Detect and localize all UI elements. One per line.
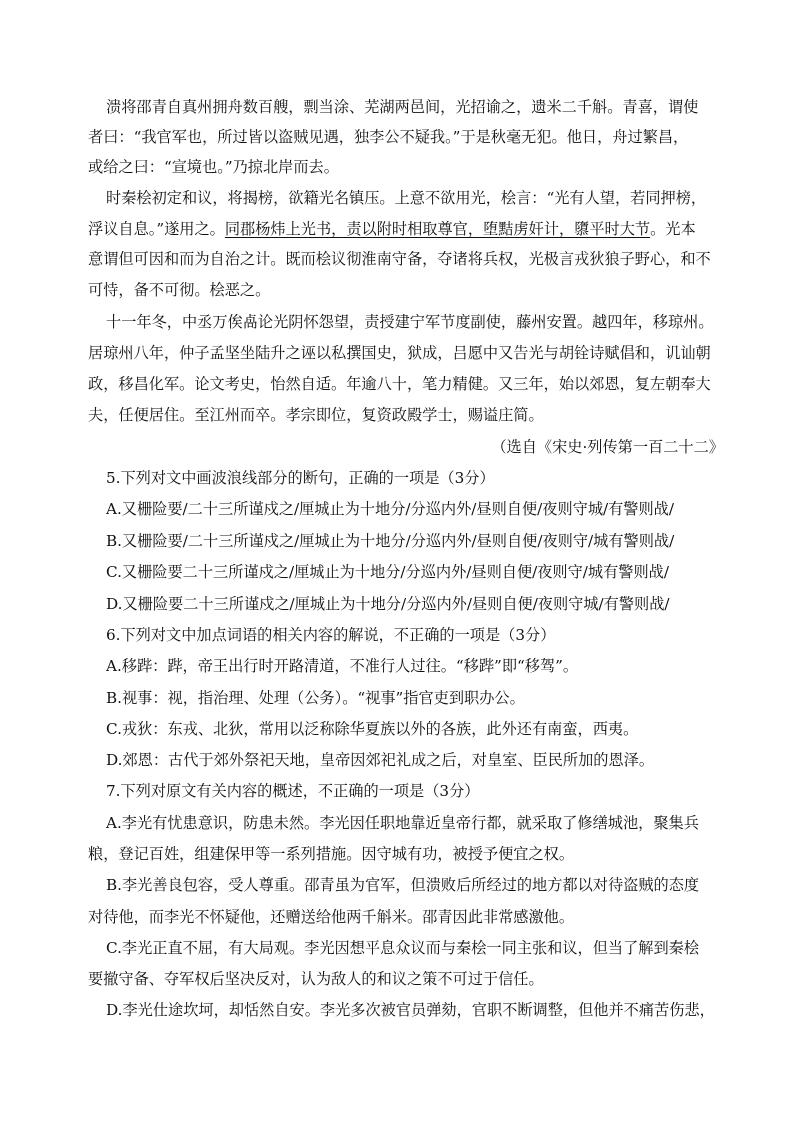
passage-p3-line3: 政，移昌化军。论文考史，怡然自适。年逾八十，笔力精健。又三年，始以郊恩，复左朝奉大 xyxy=(88,375,711,393)
passage-p2-line2-start: 浮议自息。”遂用之。 xyxy=(88,220,225,238)
passage-p3-line1: 十一年冬，中丞万俟卨论光阴怀怨望，责授建宁军节度副使，藤州安置。越四年，移琼州。 xyxy=(106,313,714,331)
passage-source: （选自《宋史·列传第一百二十二》 xyxy=(491,438,724,456)
question-7-stem: 7.下列对原文有关内容的概述，不正确的一项是（3分） xyxy=(106,782,480,800)
question-5-option-d: D.又栅险要二十三所谨戍之/厘城止为十地分/分巡内外/昼则自便/夜则守城/有警则战/ xyxy=(106,595,670,613)
question-5-option-c: C.又栅险要二十三所谨戍之/厘城止为十地分/分巡内外/昼则自便/夜则守/城有警则战/ xyxy=(106,563,669,581)
passage-p3-line4: 夫，任便居住。至江州而卒。孝宗即位，复资政殿学士，赐谥庄简。 xyxy=(88,406,544,424)
question-7-option-a-line1: A.李光有忧患意识，防患未然。李光因任职地靠近皇帝行都，就采取了修缮城池，聚集兵 xyxy=(106,814,699,832)
passage-p2-line2-end: 。光本 xyxy=(650,220,696,238)
passage-p2-line2 xyxy=(88,218,724,240)
passage-p1-line3: 或给之曰：“宣境也。”乃掠北岸而去。 xyxy=(88,158,339,176)
question-7-option-b-line2: 对待他，而李光不怀疑他，还赠送给他两千斛米。邵青因此非常感激他。 xyxy=(88,908,574,926)
passage-p3-line2: 居琼州八年，仲子孟坚坐陆升之诬以私撰国史，狱成，吕愿中又告光与胡铨诗赋倡和，讥讪朝 xyxy=(88,344,711,362)
question-6-stem: 6.下列对文中加点词语的相关内容的解说，不正确的一项是（3分） xyxy=(106,626,556,644)
question-6-option-d: D.郊恩：古代于郊外祭祀天地，皇帝因郊祀礼成之后，对皇室、臣民所加的恩泽。 xyxy=(106,751,655,769)
underlined-sentence: 同郡杨炜上光书，责以附时相取尊官，堕黠虏奸计，隳平时大节 xyxy=(224,220,651,238)
question-6-option-a: A.移跸：跸，帝王出行时开路清道，不准行人过往。“移跸”即“移驾”。 xyxy=(106,657,579,675)
question-7-option-c-line1: C.李光正直不屈，有大局观。李光因想平息众议而与秦桧一同主张和议，但当了解到秦桧 xyxy=(106,939,700,957)
question-7-option-a-line2: 粮，登记百姓，组建保甲等一系列措施。因守城有功，被授予便宜之权。 xyxy=(88,845,574,863)
question-6-option-b: B.视事：视，指治理、处理（公务）。“视事”指官吏到职办公。 xyxy=(106,689,525,707)
question-7-option-b-line1: B.李光善良包容，受人尊重。邵青虽为官军，但溃败后所经过的地方都以对待盗贼的态度 xyxy=(106,876,700,894)
question-6-option-c: C.戎狄：东戎、北狄，常用以泛称除华夏族以外的各族，此外还有南蛮，西夷。 xyxy=(106,720,639,738)
question-7-option-d-line1: D.李光仕途坎坷，却恬然自安。李光多次被官员弹劾，官职不断调整，但他并不痛苦伤悲， xyxy=(106,1001,715,1019)
question-5-option-b: B.又栅险要/二十三所谨戍之/厘城止为十地分/分巡内外/昼则自便/夜则守/城有警则战/ xyxy=(106,532,675,550)
passage-p1-line2: 者曰：“我官军也，所过皆以盗贼见遇，独李公不疑我。”于是秋毫无犯。他日，舟过繁昌， xyxy=(88,128,689,146)
passage-p2-line1: 时秦桧初定和议，将揭榜，欲籍光名镇压。上意不欲用光，桧言：“光有人望，若同押榜， xyxy=(106,189,707,207)
question-5-stem: 5.下列对文中画波浪线部分的断句，正确的一项是（3分） xyxy=(106,469,495,487)
passage-p2-line4: 可恃，备不可彻。桧恶之。 xyxy=(88,281,271,299)
question-7-option-c-line2: 要撤守备、夺军权后坚决反对，认为敌人的和议之策不可过于信任。 xyxy=(88,970,544,988)
passage-p2-line3: 意谓但可因和而为自治之计。既而桧议彻淮南守备，夺诸将兵权，光极言戎狄狼子野心，和不 xyxy=(88,250,711,268)
question-5-option-a: A.又栅险要/二十三所谨戍之/厘城止为十地分/分巡内外/昼则自便/夜则守城/有警则战/ xyxy=(106,500,674,518)
passage-p1-line1: 溃将邵青自真州拥舟数百艘，剽当涂、芜湖两邑间，光招谕之，遗米二千斛。青喜，谓使 xyxy=(106,98,699,116)
